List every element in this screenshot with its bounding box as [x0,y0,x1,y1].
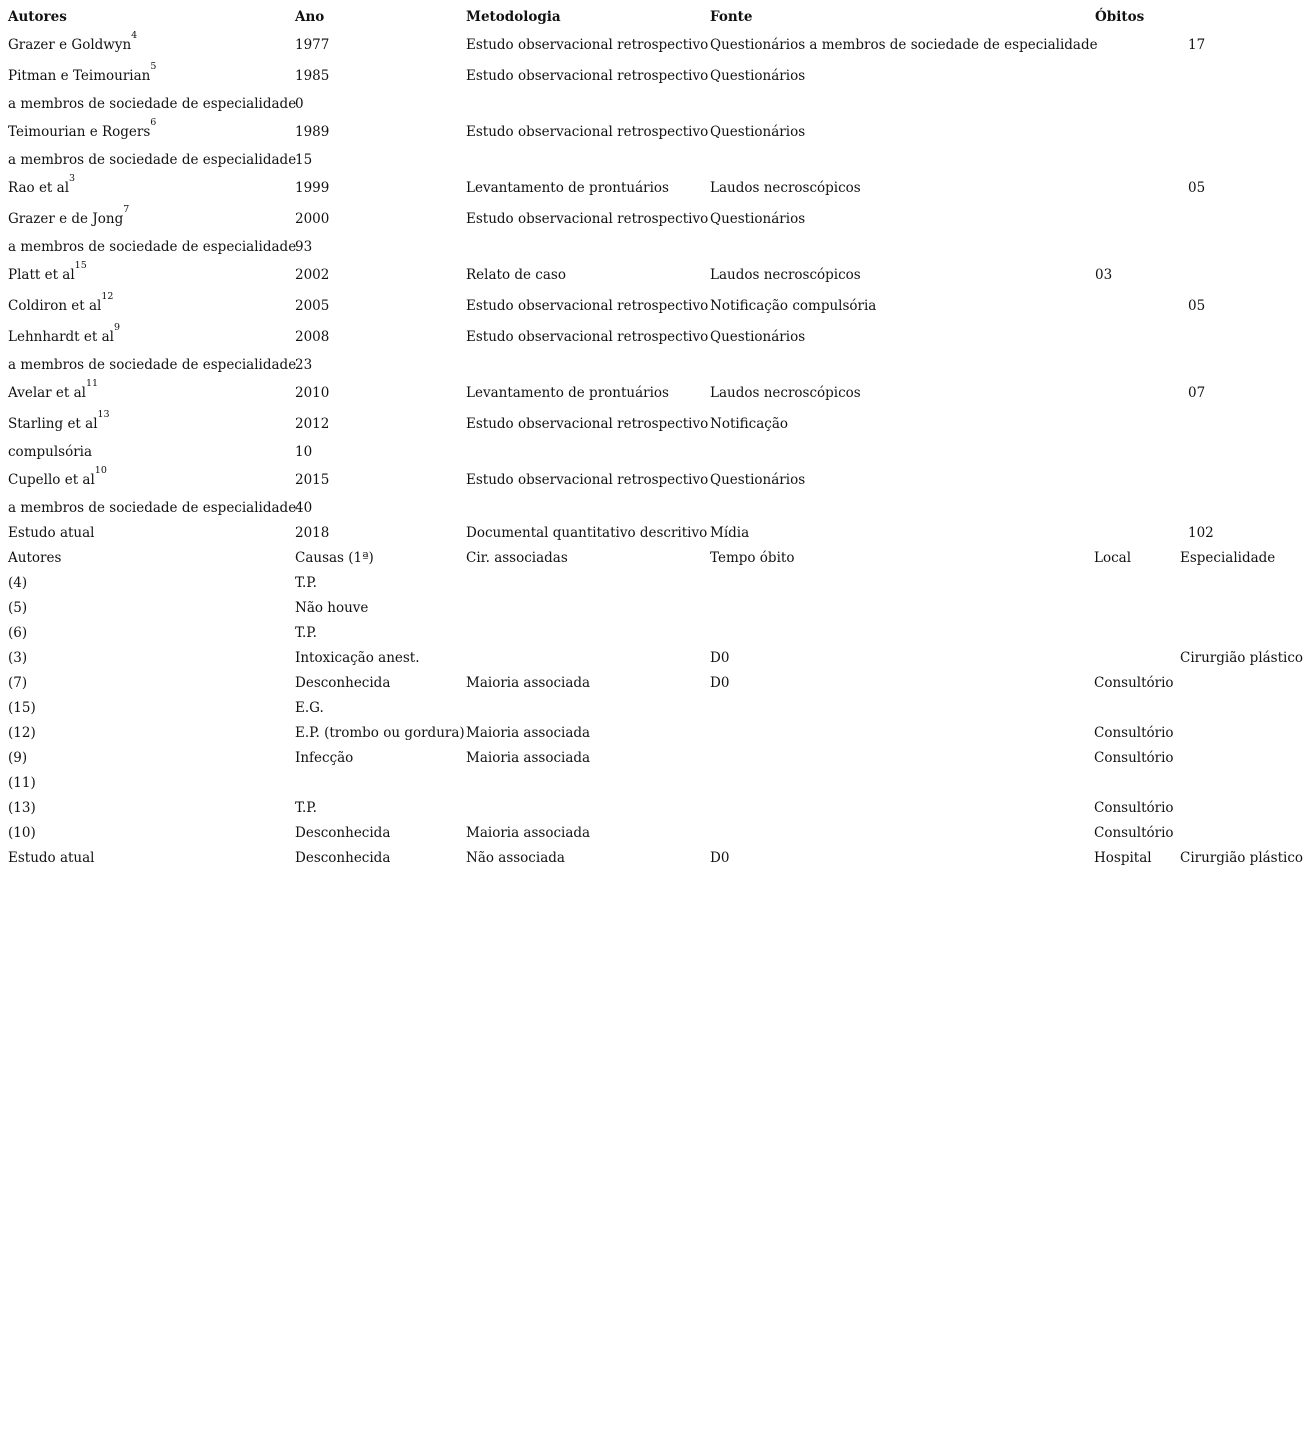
table-cell [466,522,707,544]
table-cell [710,34,1098,56]
table-cell-text: (12) [8,725,36,741]
table-cell-text: Questionários a membros de sociedade de especialidade [710,37,1098,53]
reference-superscript: 3 [69,173,76,184]
table-cell [8,822,36,844]
table-cell-text: Consultório [1094,800,1174,816]
table-row [0,672,1308,694]
table2-header-cell [466,547,568,569]
table-cell [8,236,296,258]
reference-superscript: 5 [150,61,157,72]
table-row [0,204,1308,230]
table-cell [8,465,107,491]
table-cell-text: 2008 [295,329,330,345]
table-cell-text: Laudos necroscópicos [710,385,861,401]
table-cell-text: Pitman e Teimourian [8,68,151,84]
table-cell-text: Consultório [1094,750,1174,766]
table-cell [1188,382,1205,404]
table2-header-cell [1094,547,1131,569]
table-cell-text: Maioria associada [466,825,591,841]
table-cell [8,672,27,694]
table-cell-text: 05 [1188,298,1206,314]
table-cell [8,597,27,619]
table-cell-text: Questionários [710,211,806,227]
table-cell [466,34,708,56]
table-cell [710,295,876,317]
table-cell-text: 23 [295,357,313,373]
table-cell [710,264,861,286]
table-cell [8,722,36,744]
table-cell-text: Consultório [1094,825,1174,841]
table-cell-text: 0 [295,96,304,112]
table-row [0,522,1308,544]
table-cell-text: 2005 [295,298,330,314]
table-cell-text: Questionários [710,329,806,345]
table-cell [8,260,87,286]
table2-header-cell-text: Autores [8,550,62,566]
table-cell [295,572,317,594]
table-row [0,236,1308,258]
table-cell [1094,722,1174,744]
table-cell [295,93,304,115]
table-cell [466,208,708,230]
table-cell [8,378,99,404]
table-cell [8,697,36,719]
table-cell-text: D0 [710,850,730,866]
table-cell [466,295,708,317]
table-cell [710,647,729,669]
table-cell-text: 2002 [295,267,330,283]
table-cell-text: 2012 [295,416,330,432]
table-cell-text: Notificação compulsória [710,298,877,314]
table-cell [295,264,329,286]
reference-superscript: 10 [94,465,107,476]
table-row [0,497,1308,519]
table-cell-text: 1977 [295,37,330,53]
table1-header-cell [710,6,753,28]
table-row [0,441,1308,463]
table-cell [295,149,312,171]
table-cell-text: T.P. [295,625,317,641]
table-cell-text: Estudo atual [8,525,95,541]
table-cell-text: Rao et al [8,180,70,196]
table-cell-text: compulsória [8,444,93,460]
table2-header-cell [8,547,61,569]
table-cell-text: (9) [8,750,28,766]
table-row [0,697,1308,719]
reference-superscript: 15 [74,260,87,271]
table-cell [295,236,312,258]
table-cell [295,597,368,619]
table-cell-text: T.P. [295,800,317,816]
table-cell-text: Laudos necroscópicos [710,267,861,283]
table-cell-text: Estudo observacional retrospectivo [466,416,709,432]
table-cell [710,121,805,143]
table1-header-cell-text: Óbitos [1095,9,1145,25]
table-cell [8,647,27,669]
table-cell [710,847,729,869]
table-cell [8,797,36,819]
table-row [0,822,1308,844]
table2-header-row [0,547,1308,569]
table-cell [295,34,329,56]
table-cell-text: Não associada [466,850,565,866]
table-cell-text: Estudo observacional retrospectivo [466,124,709,140]
table-cell-text: 1989 [295,124,330,140]
table-row [0,597,1308,619]
table-cell-text: (5) [8,600,28,616]
table-cell-text: Desconhecida [295,825,391,841]
table-cell [466,672,590,694]
table1-header-cell [1095,6,1144,28]
table-cell-text: Avelar et al [8,385,87,401]
table-cell-text: Platt et al [8,267,75,283]
table-cell-text: 2015 [295,472,330,488]
table-cell [1094,747,1174,769]
table-row [0,117,1308,143]
table-row [0,291,1308,317]
table-cell [295,522,329,544]
table-cell [295,469,329,491]
table-cell [8,497,296,519]
table-cell [1094,847,1152,869]
table-cell-text: 2000 [295,211,330,227]
table-cell-text: E.P. (trombo ou gordura) [295,725,465,741]
table-cell [295,177,329,199]
table-row [0,847,1308,869]
table-cell [8,522,95,544]
table-cell-text: Mídia [710,525,750,541]
table1-header-cell [295,6,324,28]
table-cell [466,264,566,286]
table-cell-text: E.G. [295,700,324,716]
table-cell-text: Hospital [1094,850,1152,866]
table-cell [8,772,36,794]
table-cell [8,322,121,348]
table-cell-text: 93 [295,239,313,255]
table-cell-text: Desconhecida [295,675,391,691]
table-cell-text: Grazer e de Jong [8,211,124,227]
reference-superscript: 7 [123,204,130,215]
table-cell-text: Estudo observacional retrospectivo [466,37,709,53]
table-cell [295,847,390,869]
table-cell-text: Coldiron et al [8,298,102,314]
table-cell [1180,847,1303,869]
table-cell [710,65,805,87]
table-cell-text: Maioria associada [466,750,591,766]
table-cell-text: a membros de sociedade de especialidade [8,357,297,373]
table-cell-text: (15) [8,700,36,716]
table2-header-cell-text: Cir. associadas [466,550,568,566]
reference-superscript: 12 [101,291,114,302]
table1-header-cell [8,6,67,28]
table-cell-text: a membros de sociedade de especialidade [8,500,297,516]
table1-header-cell-text: Ano [295,9,325,25]
table-cell-text: 05 [1188,180,1206,196]
table-row [0,647,1308,669]
table1-header-cell [466,6,561,28]
table-cell-text: 2018 [295,525,330,541]
table2-header-cell-text: Local [1094,550,1132,566]
table2-header-cell [710,547,794,569]
table-cell-text: Desconhecida [295,850,391,866]
table-cell [1188,177,1205,199]
table-cell [8,622,27,644]
table-cell-text: (10) [8,825,36,841]
table-cell [8,847,95,869]
table-cell-text: Levantamento de prontuários [466,385,669,401]
table-cell [1094,797,1174,819]
table-cell [466,722,590,744]
table-cell-text: Consultório [1094,725,1174,741]
table-cell [295,747,353,769]
table-row [0,30,1308,56]
table2-header-cell-text: Especialidade [1180,550,1276,566]
table-cell [1094,822,1174,844]
table2-header-cell-text: Tempo óbito [710,550,795,566]
table-cell-text: Documental quantitativo descritivo [466,525,708,541]
reference-superscript: 13 [97,409,110,420]
table-cell-text: Starling et al [8,416,98,432]
table-row [0,149,1308,171]
table-row [0,572,1308,594]
table-row [0,797,1308,819]
table-cell-text: Lehnhardt et al [8,329,114,345]
table-cell-text: a membros de sociedade de especialidade [8,152,297,168]
table-cell [295,647,420,669]
table-cell [295,797,317,819]
table-row [0,61,1308,87]
table-cell [295,697,324,719]
table-row [0,354,1308,376]
reference-superscript: 11 [86,378,99,389]
table-cell-text: 17 [1188,37,1206,53]
table-cell-text: Maioria associada [466,675,591,691]
table-cell [295,413,329,435]
table-cell [466,326,708,348]
table-cell-text: D0 [710,675,730,691]
table-cell-text: Estudo observacional retrospectivo [466,68,709,84]
table-cell [8,149,296,171]
table-cell [295,672,390,694]
table-cell [1188,295,1205,317]
table2-header-cell [1180,547,1275,569]
table-cell [295,622,317,644]
table-cell [8,204,130,230]
table-cell [295,722,465,744]
table-cell [8,291,114,317]
table-cell [466,469,708,491]
table-cell-text: Levantamento de prontuários [466,180,669,196]
table-cell [710,382,861,404]
table-row [0,378,1308,404]
table-cell [710,413,788,435]
table-cell-text: Estudo observacional retrospectivo [466,329,709,345]
table-cell-text: Estudo observacional retrospectivo [466,211,709,227]
table-cell-text: D0 [710,650,730,666]
table2-header-cell [295,547,374,569]
table-row [0,322,1308,348]
table-cell-text: Questionários [710,68,806,84]
table-cell [466,822,590,844]
table-cell-text: (4) [8,575,28,591]
table-cell-text: 1999 [295,180,330,196]
table-cell [466,65,708,87]
table-cell [295,441,312,463]
table-cell [710,672,729,694]
table-cell [295,65,329,87]
table-cell-text: Intoxicação anest. [295,650,420,666]
table-cell [1188,522,1214,544]
table-cell [1095,264,1112,286]
table-cell [1188,34,1205,56]
table-cell [710,522,749,544]
table-cell-text: Estudo observacional retrospectivo [466,298,709,314]
table-cell [295,295,329,317]
table-cell [295,382,329,404]
table-cell-text: (7) [8,675,28,691]
table-cell [710,469,805,491]
table-row [0,260,1308,286]
table-cell [466,121,708,143]
table-cell [466,382,669,404]
table-row [0,772,1308,794]
table-cell-text: (3) [8,650,28,666]
table-cell [466,747,590,769]
table-cell-text: T.P. [295,575,317,591]
table-cell-text: Grazer e Goldwyn [8,37,132,53]
table-cell [8,61,157,87]
table1-header-cell-text: Fonte [710,9,753,25]
table-cell [710,208,805,230]
table-cell [295,121,329,143]
table-cell [466,177,669,199]
table-cell [8,354,296,376]
reference-superscript: 9 [113,322,121,333]
table-cell [295,822,390,844]
table-row [0,93,1308,115]
table-cell-text: 102 [1188,525,1214,541]
table-cell-text: Cirurgião plástico [1180,850,1304,866]
table-cell-text: Consultório [1094,675,1174,691]
table-cell-text: Teimourian e Rogers [8,124,151,140]
table-cell [8,30,138,56]
table-cell-text: 10 [295,444,313,460]
table-row [0,747,1308,769]
table-cell [295,208,329,230]
table-cell [1094,672,1174,694]
table1-header-row [0,6,1308,28]
table-cell [295,497,312,519]
table-cell-text: a membros de sociedade de especialidade [8,239,297,255]
table-cell [8,409,110,435]
table-row [0,465,1308,491]
table-row [0,409,1308,435]
table-cell [466,413,708,435]
table-row [0,722,1308,744]
table-cell-text: Maioria associada [466,725,591,741]
table-cell [8,173,76,199]
table-cell [1180,647,1303,669]
table-cell-text: Relato de caso [466,267,566,283]
table-cell-text: 07 [1188,385,1206,401]
table-cell [710,326,805,348]
table-cell-text: Questionários [710,472,806,488]
table-cell-text: Estudo observacional retrospectivo [466,472,709,488]
table2-header-cell-text: Causas (1ª) [295,550,374,566]
table-cell [8,441,92,463]
table-cell-text: (11) [8,775,36,791]
reference-superscript: 4 [131,30,138,41]
table-cell-text: 03 [1095,267,1113,283]
table-cell-text: Estudo atual [8,850,95,866]
table-cell-text: a membros de sociedade de especialidade [8,96,297,112]
table-row [0,173,1308,199]
reference-superscript: 6 [150,117,157,128]
table-row [0,622,1308,644]
table-cell-text: 40 [295,500,313,516]
table-cell-text: Questionários [710,124,806,140]
table-cell-text: 2010 [295,385,330,401]
table-cell [710,177,861,199]
table1-header-cell-text: Metodologia [466,9,561,25]
table-cell [8,572,27,594]
table-cell [295,354,312,376]
table-cell [8,747,27,769]
table-cell-text: Notificação [710,416,789,432]
table-cell-text: 1985 [295,68,330,84]
table-cell-text: Laudos necroscópicos [710,180,861,196]
table-cell-text: Não houve [295,600,369,616]
table-cell-text: (13) [8,800,36,816]
table1-header-cell-text: Autores [8,9,67,25]
table-cell-text: (6) [8,625,28,641]
table-cell [8,117,157,143]
table-cell-text: Cirurgião plástico [1180,650,1304,666]
table-cell-text: Infecção [295,750,354,766]
table-cell [466,847,565,869]
table-cell-text: 15 [295,152,313,168]
table-cell-text: Cupello et al [8,472,95,488]
table-cell [8,93,296,115]
table-cell [295,326,329,348]
